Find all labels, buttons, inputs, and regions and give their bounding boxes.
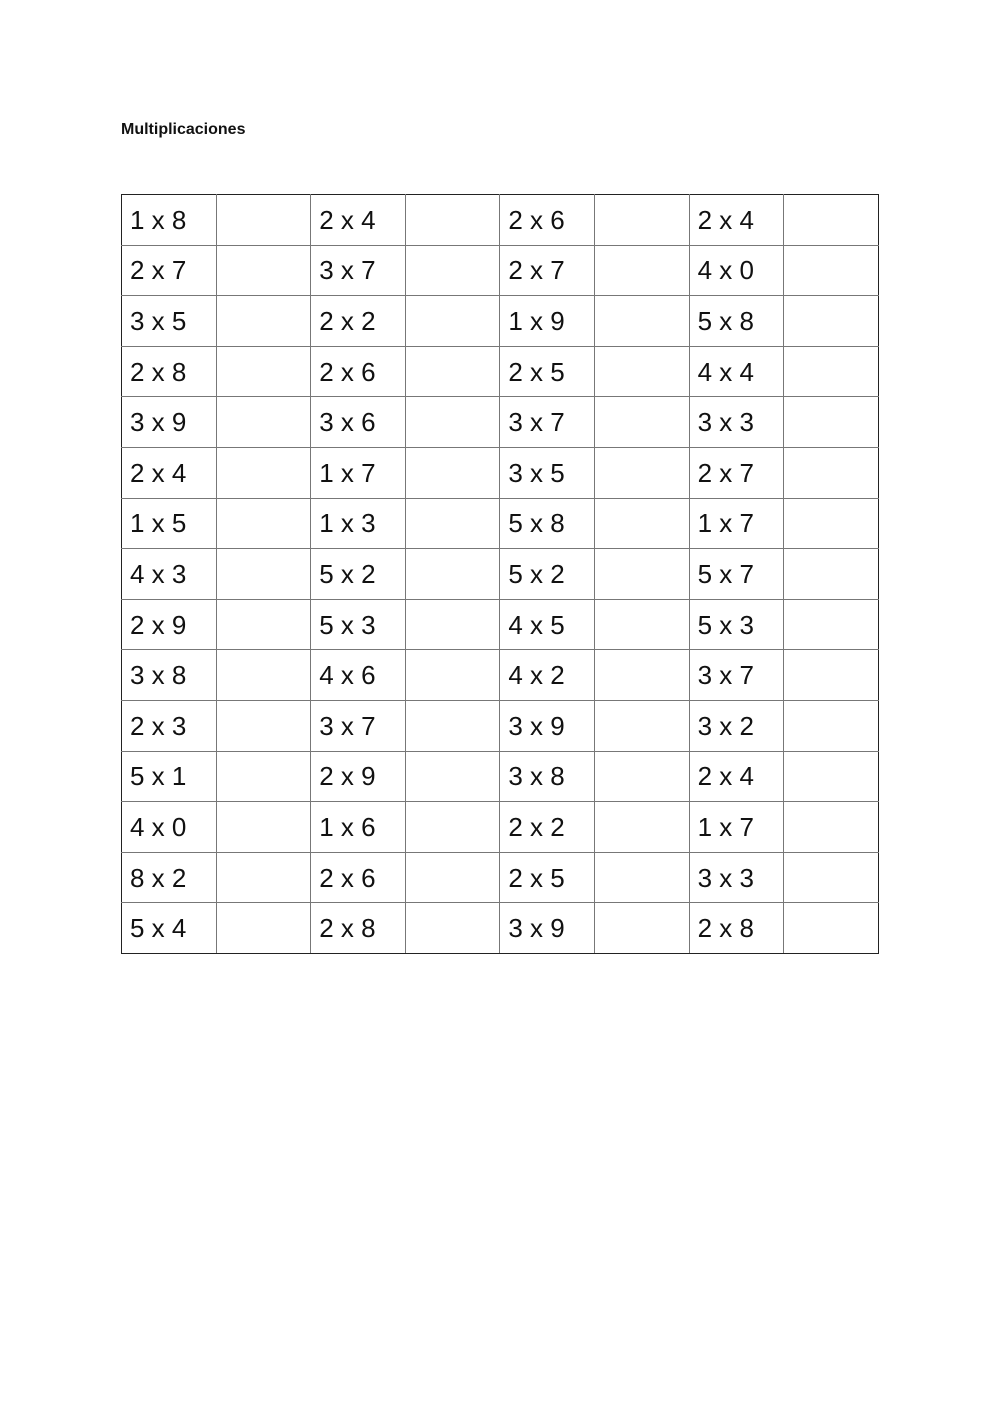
multiplication-problem: 4 x 4 [689,346,784,397]
answer-input[interactable] [595,600,689,650]
answer-cell[interactable] [405,549,500,600]
multiplication-problem: 1 x 7 [311,447,406,498]
multiplication-problem: 3 x 2 [689,700,784,751]
table-row [122,599,879,650]
answer-input[interactable] [217,853,311,903]
multiplication-problem: 1 x 8 [122,195,217,246]
answer-input[interactable] [784,448,878,498]
answer-cell[interactable] [594,245,689,296]
answer-input[interactable] [595,701,689,751]
multiplication-problem: 2 x 6 [311,852,406,903]
answer-cell[interactable] [216,903,311,954]
answer-cell[interactable] [784,549,879,600]
multiplication-problem: 2 x 8 [122,346,217,397]
answer-input[interactable] [406,448,500,498]
answer-cell[interactable] [405,700,500,751]
answer-input[interactable] [784,600,878,650]
multiplication-problem: 2 x 6 [500,195,595,246]
multiplication-problem: 1 x 3 [311,498,406,549]
answer-cell[interactable] [216,346,311,397]
answer-cell[interactable] [405,346,500,397]
multiplication-problem: 3 x 7 [311,245,406,296]
multiplication-problem: 3 x 5 [122,296,217,347]
table-row [122,751,879,802]
multiplication-problem: 3 x 9 [500,903,595,954]
answer-cell[interactable] [216,802,311,853]
answer-cell[interactable] [594,852,689,903]
multiplication-problem: 3 x 7 [311,700,406,751]
answer-input[interactable] [217,448,311,498]
answer-cell[interactable] [405,296,500,347]
answer-cell[interactable] [405,650,500,701]
multiplication-problem: 3 x 3 [689,397,784,448]
multiplication-problem: 3 x 8 [500,751,595,802]
answer-cell[interactable] [405,599,500,650]
multiplication-problem: 2 x 4 [689,751,784,802]
table-row [122,650,879,701]
answer-input[interactable] [217,650,311,700]
answer-input[interactable] [217,246,311,296]
multiplication-problem: 3 x 9 [500,700,595,751]
answer-input[interactable] [595,853,689,903]
table-row [122,852,879,903]
answer-input[interactable] [784,853,878,903]
answer-input[interactable] [595,448,689,498]
table-row [122,498,879,549]
table-row [122,447,879,498]
multiplication-problem: 3 x 8 [122,650,217,701]
answer-input[interactable] [784,347,878,397]
answer-input[interactable] [784,397,878,447]
answer-cell[interactable] [594,397,689,448]
answer-cell[interactable] [594,195,689,246]
answer-cell[interactable] [216,447,311,498]
table-row [122,397,879,448]
table-row [122,700,879,751]
multiplication-problem: 4 x 0 [122,802,217,853]
answer-cell[interactable] [784,195,879,246]
multiplication-problem: 2 x 3 [122,700,217,751]
answer-cell[interactable] [216,397,311,448]
answer-cell[interactable] [784,296,879,347]
answer-input[interactable] [784,549,878,599]
multiplication-problem: 1 x 7 [689,498,784,549]
answer-cell[interactable] [784,852,879,903]
multiplication-problem: 2 x 8 [689,903,784,954]
answer-input[interactable] [595,903,689,953]
multiplication-problem: 5 x 8 [689,296,784,347]
multiplication-problem: 4 x 2 [500,650,595,701]
answer-input[interactable] [406,903,500,953]
answer-cell[interactable] [784,700,879,751]
answer-cell[interactable] [216,700,311,751]
multiplication-problem: 3 x 7 [689,650,784,701]
answer-input[interactable] [595,499,689,549]
answer-input[interactable] [217,600,311,650]
answer-cell[interactable] [784,498,879,549]
multiplication-problem: 2 x 2 [311,296,406,347]
table-row [122,346,879,397]
answer-input[interactable] [784,701,878,751]
multiplication-problem: 3 x 5 [500,447,595,498]
answer-cell[interactable] [594,802,689,853]
answer-cell[interactable] [405,245,500,296]
answer-cell[interactable] [784,245,879,296]
page-title: Multiplicaciones [121,121,246,138]
table-row [122,296,879,347]
table-row [122,549,879,600]
multiplication-problem: 4 x 3 [122,549,217,600]
answer-input[interactable] [217,701,311,751]
answer-input[interactable] [784,650,878,700]
multiplication-problem: 3 x 3 [689,852,784,903]
multiplication-problem: 2 x 6 [311,346,406,397]
answer-input[interactable] [595,246,689,296]
answer-cell[interactable] [594,751,689,802]
multiplication-problem: 5 x 1 [122,751,217,802]
multiplication-problem: 2 x 4 [689,195,784,246]
multiplication-problem: 5 x 2 [500,549,595,600]
answer-input[interactable] [595,802,689,852]
answer-cell[interactable] [216,599,311,650]
answer-input[interactable] [595,347,689,397]
multiplication-problem: 3 x 7 [500,397,595,448]
answer-input[interactable] [406,195,500,245]
multiplication-problem: 2 x 5 [500,346,595,397]
answer-cell[interactable] [784,903,879,954]
answer-input[interactable] [406,701,500,751]
answer-input[interactable] [406,499,500,549]
multiplication-problem: 2 x 5 [500,852,595,903]
multiplication-problem: 1 x 7 [689,802,784,853]
multiplication-problem: 5 x 2 [311,549,406,600]
multiplication-problem: 4 x 6 [311,650,406,701]
multiplication-problem: 1 x 9 [500,296,595,347]
answer-input[interactable] [217,347,311,397]
table-row [122,195,879,246]
multiplication-problem: 5 x 3 [311,599,406,650]
answer-cell[interactable] [594,599,689,650]
answer-input[interactable] [406,347,500,397]
answer-cell[interactable] [405,903,500,954]
answer-input[interactable] [406,296,500,346]
answer-input[interactable] [406,752,500,802]
answer-input[interactable] [406,397,500,447]
answer-input[interactable] [595,549,689,599]
answer-input[interactable] [784,246,878,296]
answer-cell[interactable] [784,751,879,802]
multiplication-problem: 5 x 3 [689,599,784,650]
multiplication-problem: 2 x 2 [500,802,595,853]
answer-input[interactable] [406,650,500,700]
answer-input[interactable] [784,499,878,549]
table-row [122,245,879,296]
answer-cell[interactable] [594,903,689,954]
answer-cell[interactable] [405,852,500,903]
answer-cell[interactable] [594,296,689,347]
answer-cell[interactable] [216,852,311,903]
answer-cell[interactable] [405,751,500,802]
answer-input[interactable] [595,195,689,245]
answer-cell[interactable] [784,346,879,397]
multiplication-problem: 3 x 9 [122,397,217,448]
answer-cell[interactable] [216,650,311,701]
answer-input[interactable] [595,752,689,802]
multiplication-problem: 2 x 9 [122,599,217,650]
multiplication-problem: 1 x 5 [122,498,217,549]
multiplication-problem: 5 x 7 [689,549,784,600]
answer-cell[interactable] [784,447,879,498]
table-row [122,802,879,853]
multiplication-problem: 3 x 6 [311,397,406,448]
answer-input[interactable] [406,549,500,599]
answer-input[interactable] [217,195,311,245]
answer-cell[interactable] [594,700,689,751]
answer-input[interactable] [784,195,878,245]
table-row [122,903,879,954]
answer-cell[interactable] [405,397,500,448]
answer-input[interactable] [784,903,878,953]
multiplication-problem: 2 x 9 [311,751,406,802]
answer-cell[interactable] [405,802,500,853]
answer-input[interactable] [406,802,500,852]
answer-cell[interactable] [784,599,879,650]
multiplication-problem: 4 x 5 [500,599,595,650]
answer-input[interactable] [217,499,311,549]
answer-cell[interactable] [216,498,311,549]
answer-cell[interactable] [216,296,311,347]
answer-input[interactable] [217,549,311,599]
answer-input[interactable] [595,397,689,447]
answer-cell[interactable] [216,751,311,802]
answer-input[interactable] [217,296,311,346]
multiplication-problem: 2 x 7 [689,447,784,498]
answer-cell[interactable] [594,498,689,549]
multiplication-problem: 2 x 4 [122,447,217,498]
answer-input[interactable] [217,397,311,447]
answer-cell[interactable] [216,195,311,246]
answer-cell[interactable] [594,447,689,498]
answer-input[interactable] [217,903,311,953]
answer-input[interactable] [406,600,500,650]
answer-input[interactable] [595,296,689,346]
multiplication-problem: 1 x 6 [311,802,406,853]
multiplication-problem: 5 x 4 [122,903,217,954]
answer-input[interactable] [784,296,878,346]
answer-input[interactable] [217,802,311,852]
answer-input[interactable] [217,752,311,802]
multiplication-problem: 8 x 2 [122,852,217,903]
answer-cell[interactable] [594,650,689,701]
answer-cell[interactable] [784,802,879,853]
multiplication-problem: 2 x 8 [311,903,406,954]
answer-cell[interactable] [594,549,689,600]
table-body [122,195,879,954]
answer-input[interactable] [406,246,500,296]
answer-cell[interactable] [594,346,689,397]
multiplication-table [121,194,879,954]
multiplication-problem: 4 x 0 [689,245,784,296]
answer-cell[interactable] [216,245,311,296]
answer-cell[interactable] [216,549,311,600]
answer-cell[interactable] [405,195,500,246]
answer-cell[interactable] [784,650,879,701]
answer-input[interactable] [406,853,500,903]
multiplication-problem: 2 x 7 [500,245,595,296]
answer-input[interactable] [784,802,878,852]
answer-cell[interactable] [405,447,500,498]
answer-cell[interactable] [405,498,500,549]
answer-input[interactable] [595,650,689,700]
answer-input[interactable] [784,752,878,802]
multiplication-problem: 2 x 4 [311,195,406,246]
multiplication-problem: 5 x 8 [500,498,595,549]
answer-cell[interactable] [784,397,879,448]
multiplication-problem: 2 x 7 [122,245,217,296]
